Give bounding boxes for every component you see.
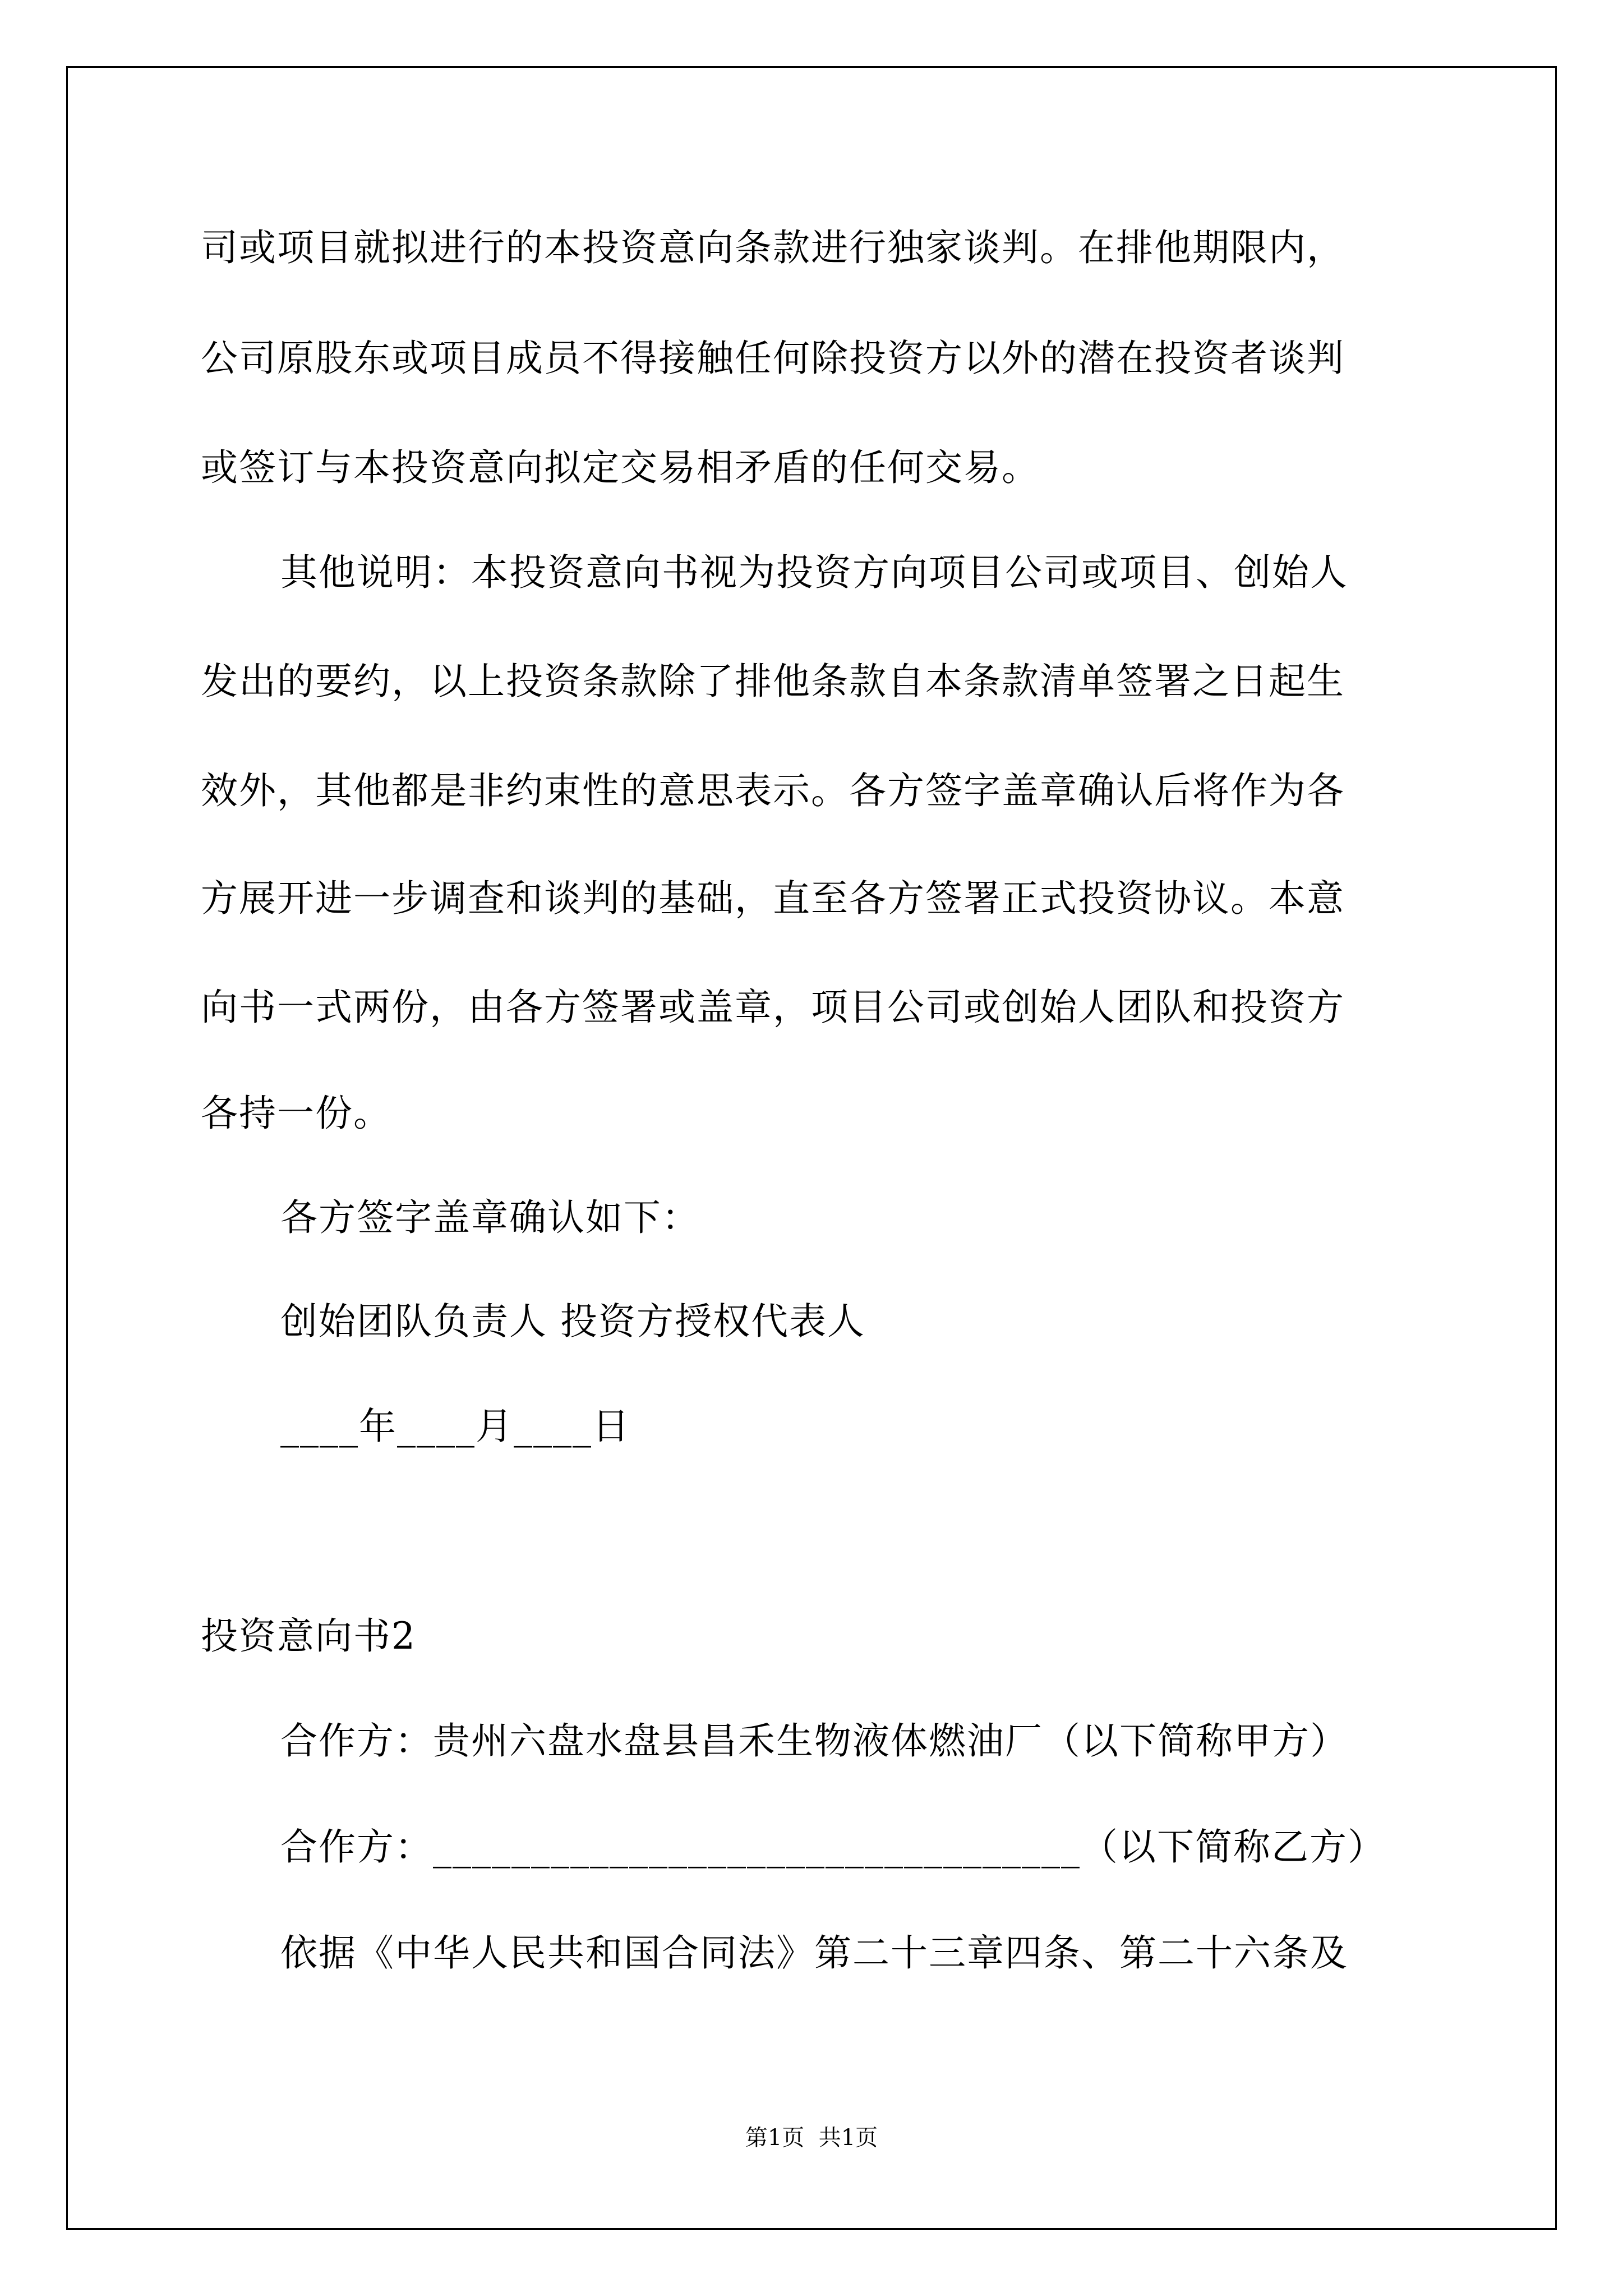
paragraph-2-line-4: 方展开进一步调查和谈判的基础，直至各方签署正式投资协议。本意: [201, 877, 1345, 920]
page-footer: 第1页 共1页: [745, 2125, 878, 2151]
paragraph-2-line-1: 其他说明：本投资意向书视为投资方向项目公司或项目、创始人: [280, 551, 1348, 594]
paragraph-1-line-2: 公司原股东或项目成员不得接触任何除投资方以外的潜在投资者谈判: [201, 337, 1345, 380]
date-line: ____年____月____日: [280, 1405, 630, 1448]
paragraph-2-line-2: 发出的要约，以上投资条款除了排他条款自本条款清单签署之日起生: [201, 660, 1345, 703]
paragraph-1-line-3: 或签订与本投资意向拟定交易相矛盾的任何交易。: [201, 446, 1040, 489]
basis-line: 依据《中华人民共和国合同法》第二十三章四条、第二十六条及: [280, 1931, 1348, 1975]
paragraph-2-line-3: 效外，其他都是非约束性的意思表示。各方签字盖章确认后将作为各: [201, 769, 1345, 812]
party-a-line: 合作方：贵州六盘水盘县昌禾生物液体燃油厂（以下简称甲方）: [280, 1719, 1348, 1763]
paragraph-2-line-6: 各持一份。: [201, 1092, 391, 1135]
confirm-line: 各方签字盖章确认如下：: [280, 1196, 700, 1239]
signatories-line: 创始团队负责人 投资方授权代表人: [280, 1300, 865, 1343]
section-2-title: 投资意向书2: [201, 1614, 416, 1658]
paragraph-1-line-1: 司或项目就拟进行的本投资意向条款进行独家谈判。在排他期限内，: [201, 226, 1345, 269]
paragraph-2-line-5: 向书一式两份，由各方签署或盖章，项目公司或创始人团队和投资方: [201, 986, 1345, 1029]
party-b-line: 合作方：_________________________________（以下简称乙方）: [280, 1825, 1386, 1869]
